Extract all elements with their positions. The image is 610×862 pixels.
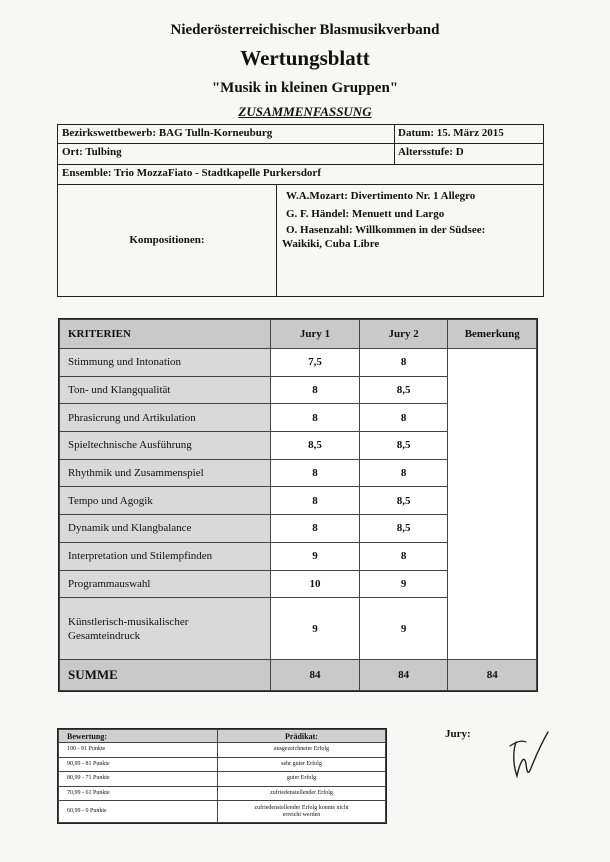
composition-item: W.A.Mozart: Divertimento Nr. 1 Allegro [286,190,476,202]
legend-range: 90,99 - 81 Punkte [59,757,218,772]
legend-range: 70,99 - 61 Punkte [59,786,218,801]
criterion-label: Interpretation und Stilempfinden [60,542,271,570]
criterion-label: Phrasicrung und Artikulation [60,404,271,432]
legend-predicate-text: zufriedenstellender Erfolg konnte nicht erreicht werden [254,804,349,818]
jury1-score: 8 [271,404,360,432]
jury-label: Jury: [445,728,471,740]
ensemble-field: Ensemble: Trio MozzaFiato - Stadtkapelle Purkersdorf [62,167,321,179]
criterion-label: Programmauswahl [60,570,271,598]
jury1-score: 9 [271,598,360,660]
legend-range: 80,99 - 71 Punkte [59,772,218,787]
legend-header-predicate: Prädikat: [218,730,386,743]
legend-header-rating: Bewertung: [59,730,218,743]
jury1-score: 8,5 [271,432,360,460]
jury2-score: 8 [359,404,448,432]
jury1-score: 7,5 [271,349,360,377]
divider [58,143,544,144]
criterion-label: Tempo und Agogik [60,487,271,515]
info-box [57,124,544,297]
organization-name: Niederösterreichischer Blasmusikverband [170,22,440,38]
header-remark: Bemerkung [448,320,537,349]
compositions-label: Kompositionen: [129,234,205,246]
jury1-score: 8 [271,376,360,404]
criterion-label: Rhythmik und Zusammenspiel [60,459,271,487]
table-row [60,349,537,377]
jury2-score: 8 [359,349,448,377]
legend-predicate: sehr guter Erfolg [218,757,386,772]
table-header-row [60,320,537,349]
jury1-score: 8 [271,459,360,487]
criterion-label: Dynamik und Klangbalance [60,515,271,543]
legend-row [59,801,386,823]
jury1-score: 8 [271,515,360,543]
document-title: Wertungsblatt [240,46,370,70]
legend-predicate: guter Erfolg [218,772,386,787]
jury2-score: 8,5 [359,487,448,515]
date-field: Datum: 15. März 2015 [398,127,504,139]
sum-jury2: 84 [359,660,448,691]
divider [58,164,544,165]
jury2-score: 8,5 [359,376,448,404]
criterion-label-text: Künstlerisch-musikalischer Gesamteindruck [68,615,189,642]
divider [394,125,395,164]
sum-label: SUMME [60,660,271,691]
legend-row [59,786,386,801]
legend-predicate: zufriedenstellender Erfolg [218,786,386,801]
criterion-label: Spieltechnische Ausführung [60,432,271,460]
legend-predicate [218,801,386,823]
criterion-label [60,598,271,660]
header-jury2: Jury 2 [359,320,448,349]
rating-legend-table [57,728,387,824]
competition-field: Bezirkswettbewerb: BAG Tulln-Korneuburg [62,127,273,139]
location-field: Ort: Tulbing [62,146,122,158]
criterion-label: Stimmung und Intonation [60,349,271,377]
jury2-score: 8,5 [359,432,448,460]
jury1-score: 9 [271,542,360,570]
header-criteria: KRITERIEN [60,320,271,349]
signature-icon [504,724,554,784]
jury2-score: 8 [359,542,448,570]
composition-item: G. F. Händel: Menuett und Largo [286,208,445,220]
divider [276,184,277,297]
header-jury1: Jury 1 [271,320,360,349]
summary-heading: ZUSAMMENFASSUNG [238,104,372,119]
legend-row [59,743,386,758]
sum-remark: 84 [448,660,537,691]
age-level-field: Altersstufe: D [398,146,464,158]
sum-row [60,660,537,691]
legend-row [59,757,386,772]
jury1-score: 8 [271,487,360,515]
composition-item: Waikiki, Cuba Libre [282,238,380,250]
legend-predicate: ausgezeichneter Erfolg [218,743,386,758]
legend-row [59,772,386,787]
divider [58,184,544,185]
legend-header-row [59,730,386,743]
jury2-score: 8,5 [359,515,448,543]
composition-item: O. Hasenzahl: Willkommen in der Südsee: [286,224,486,236]
jury1-score: 10 [271,570,360,598]
legend-range: 60,99 - 0 Punkte [59,801,218,823]
document-subtitle: "Musik in kleinen Gruppen" [211,80,399,96]
criterion-label: Ton- und Klangqualität [60,376,271,404]
remark-cell [448,349,537,660]
jury2-score: 9 [359,598,448,660]
sum-jury1: 84 [271,660,360,691]
compositions-list [282,187,544,251]
jury2-score: 9 [359,570,448,598]
jury2-score: 8 [359,459,448,487]
criteria-table [58,318,538,692]
legend-range: 100 - 91 Punkte [59,743,218,758]
